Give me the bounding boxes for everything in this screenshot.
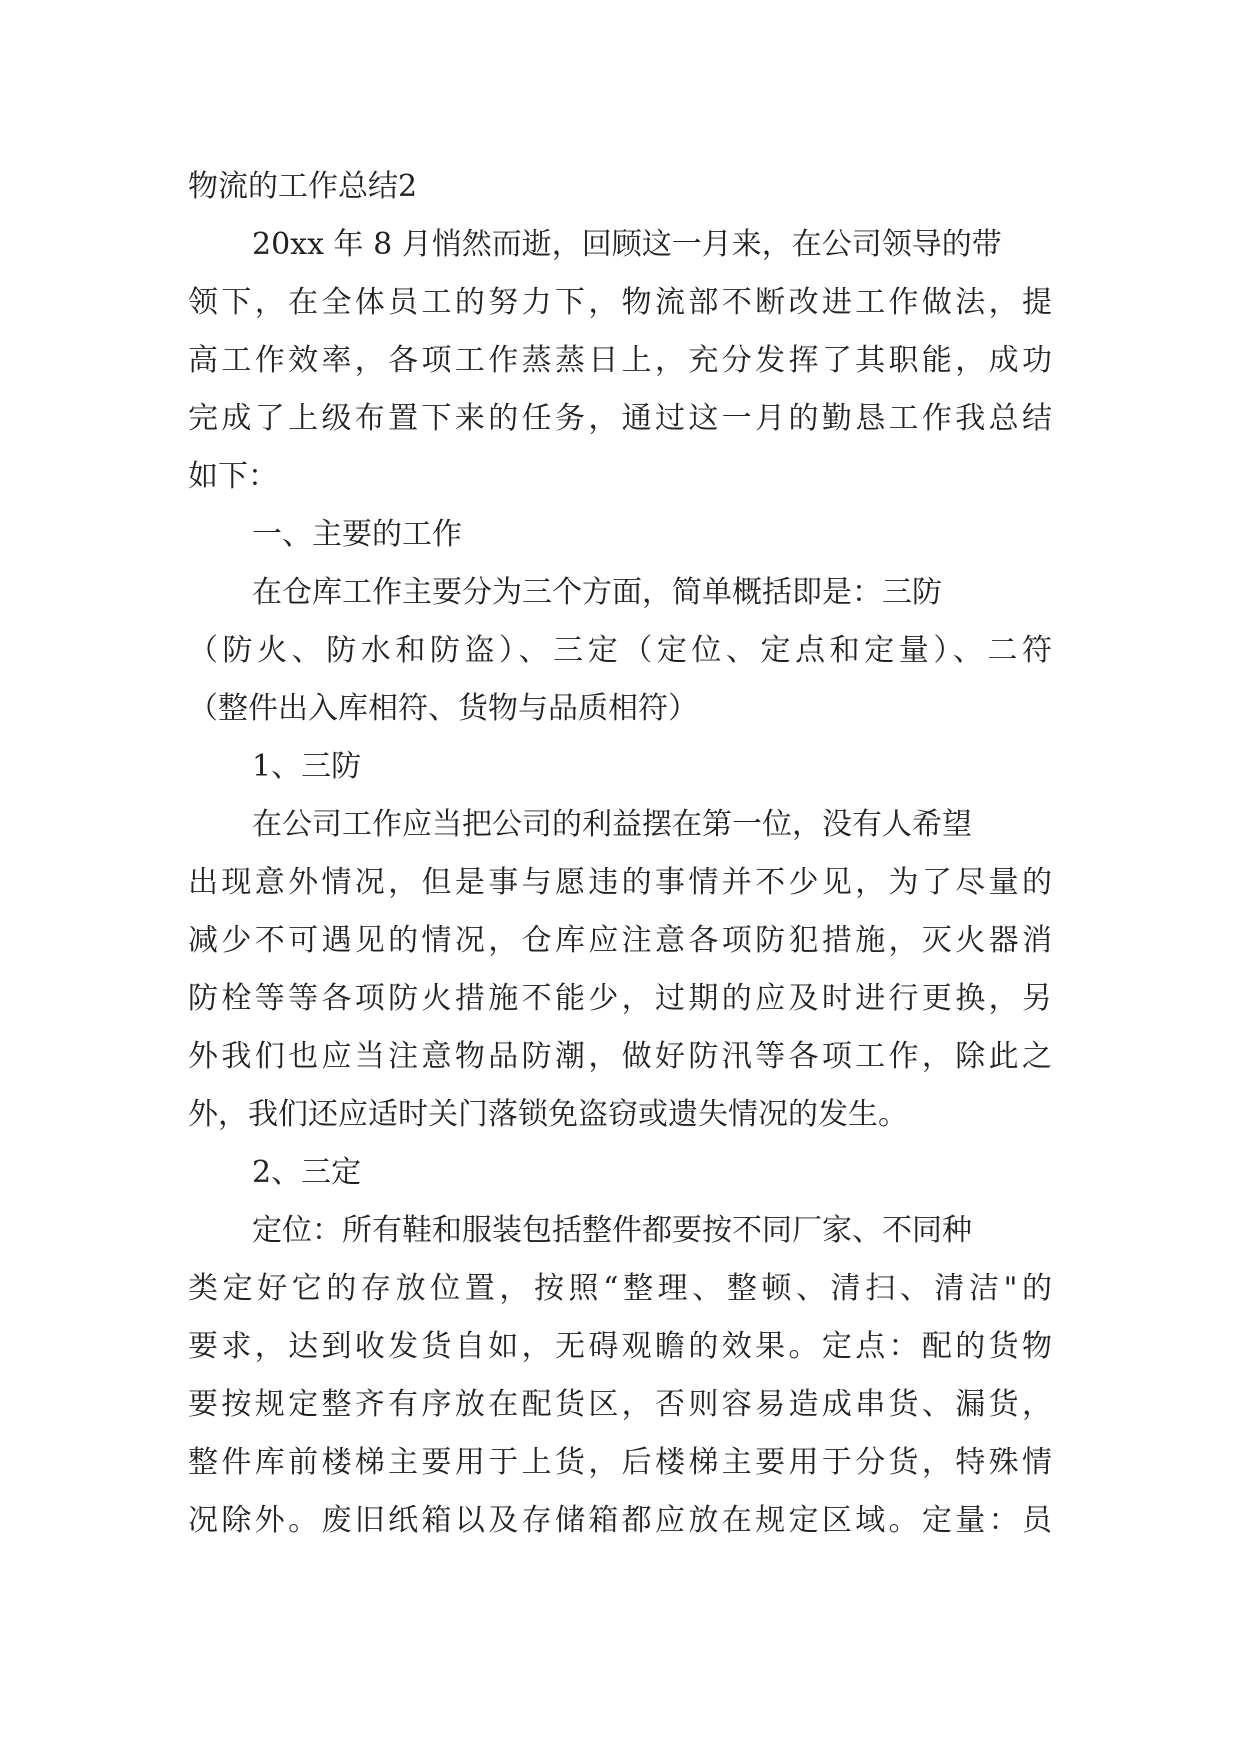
section1-line-2: （防火、防水和防盗）、三定（定位、定点和定量）、二符 xyxy=(188,633,1052,668)
intro-line-4: 完成了上级布置下来的任务，通过这一月的勤恳工作我总结 xyxy=(188,401,1052,436)
intro-line-1: 20xx 年 8 月悄然而逝，回顾这一月来，在公司领导的带 xyxy=(252,227,1002,262)
intro-line-3: 高工作效率，各项工作蒸蒸日上，充分发挥了其职能，成功 xyxy=(188,343,1052,378)
item1-line-2: 出现意外情况，但是事与愿违的事情并不少见，为了尽量的 xyxy=(188,865,1052,900)
item1-line-4: 防栓等等各项防火措施不能少，过期的应及时进行更换，另 xyxy=(188,981,1052,1016)
intro-line-5: 如下： xyxy=(188,459,278,494)
item2-line-3: 要求，达到收发货自如，无碍观瞻的效果。定点：配的货物 xyxy=(188,1329,1052,1364)
section1-heading: 一、主要的工作 xyxy=(252,517,462,552)
item1-line-1: 在公司工作应当把公司的利益摆在第一位，没有人希望 xyxy=(252,807,972,842)
document-title: 物流的工作总结2 xyxy=(188,169,418,204)
item2-line-2: 类定好它的存放位置，按照“整理、整顿、清扫、清洁"的 xyxy=(188,1271,1052,1306)
item2-line-4: 要按规定整齐有序放在配货区，否则容易造成串货、漏货， xyxy=(188,1387,1052,1422)
item2-line-1: 定位：所有鞋和服装包括整件都要按不同厂家、不同种 xyxy=(252,1213,972,1248)
item1-line-6: 外，我们还应适时关门落锁免盗窃或遗失情况的发生。 xyxy=(188,1097,908,1132)
section1-line-1: 在仓库工作主要分为三个方面，简单概括即是：三防 xyxy=(252,575,942,610)
document-body xyxy=(188,158,1052,1550)
item1-heading: 1、三防 xyxy=(252,749,362,784)
item2-line-6: 况除外。废旧纸箱以及存储箱都应放在规定区域。定量：员 xyxy=(188,1503,1052,1538)
item1-line-3: 减少不可遇见的情况，仓库应注意各项防犯措施，灭火器消 xyxy=(188,923,1052,958)
item1-line-5: 外我们也应当注意物品防潮，做好防汛等各项工作，除此之 xyxy=(188,1039,1052,1074)
item2-heading: 2、三定 xyxy=(252,1155,362,1190)
item2-line-5: 整件库前楼梯主要用于上货，后楼梯主要用于分货，特殊情 xyxy=(188,1445,1052,1480)
section1-line-3: （整件出入库相符、货物与品质相符） xyxy=(188,691,698,726)
intro-line-2: 领下，在全体员工的努力下，物流部不断改进工作做法，提 xyxy=(188,285,1052,320)
